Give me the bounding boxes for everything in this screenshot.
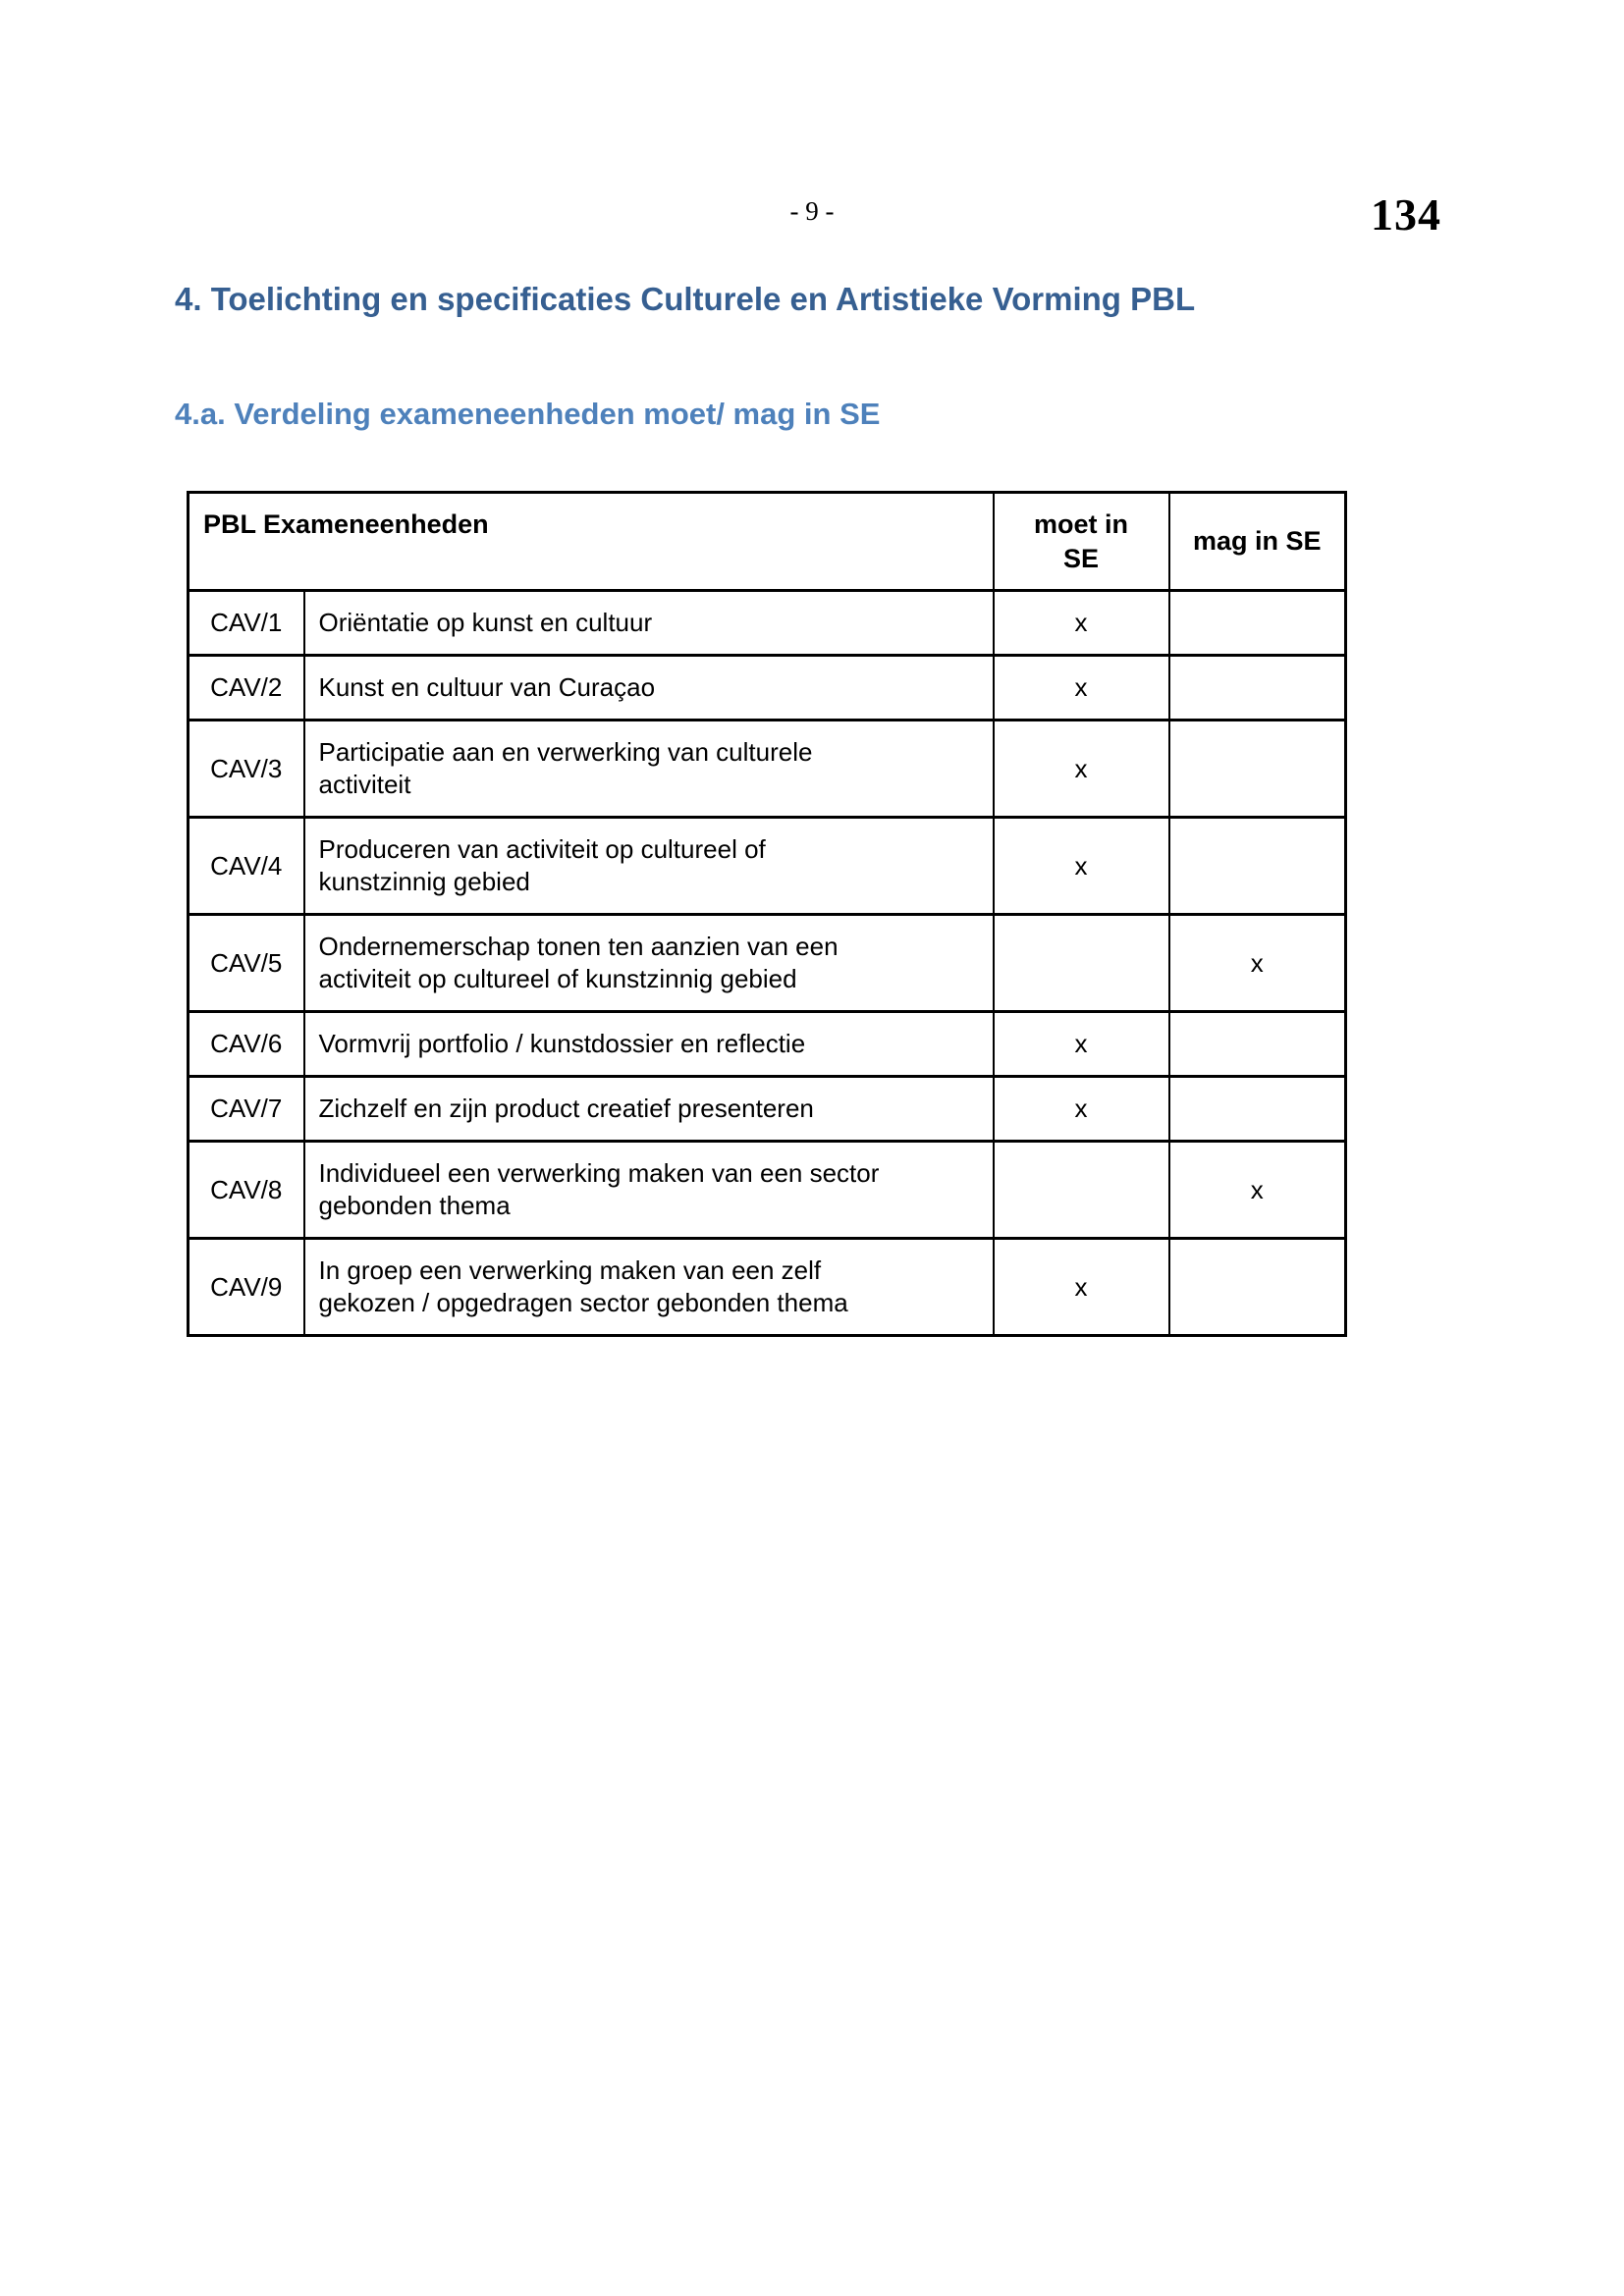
exam-unit-description: In groep een verwerking maken van een zelf gekozen / opgedragen sector gebonden thema (318, 1255, 848, 1317)
exam-unit-code: CAV/9 (189, 1239, 304, 1336)
exam-unit-code: CAV/5 (189, 915, 304, 1012)
mag-in-se-mark: x (1169, 915, 1346, 1012)
exam-unit-description-cell (304, 591, 994, 656)
exam-units-table-container (187, 491, 1347, 1337)
exam-unit-code: CAV/7 (189, 1077, 304, 1142)
table-row (189, 1077, 1346, 1142)
exam-unit-description: Zichzelf en zijn product creatief presenteren (318, 1094, 814, 1123)
exam-unit-description-cell (304, 818, 994, 915)
mag-in-se-mark (1169, 656, 1346, 721)
table-row (189, 591, 1346, 656)
mag-in-se-mark: x (1169, 1142, 1346, 1239)
mag-in-se-mark (1169, 1012, 1346, 1077)
folio-number: 134 (1371, 189, 1441, 240)
table-row (189, 721, 1346, 818)
subsection-heading: 4.a. Verdeling exameneenheden moet/ mag in SE (175, 397, 881, 431)
exam-unit-code: CAV/3 (189, 721, 304, 818)
exam-unit-code: CAV/4 (189, 818, 304, 915)
moet-in-se-mark: x (994, 1012, 1169, 1077)
exam-unit-description-cell (304, 656, 994, 721)
moet-in-se-mark: x (994, 1239, 1169, 1336)
table-row (189, 1239, 1346, 1336)
exam-unit-description: Produceren van activiteit op cultureel of kunstzinnig gebied (318, 834, 766, 896)
exam-unit-description: Ondernemerschap tonen ten aanzien van een activiteit op cultureel of kunstzinnig gebied (318, 932, 839, 993)
exam-unit-code: CAV/1 (189, 591, 304, 656)
page-number: - 9 - (789, 196, 835, 226)
exam-unit-description-cell (304, 915, 994, 1012)
mag-in-se-mark (1169, 721, 1346, 818)
mag-in-se-mark (1169, 1239, 1346, 1336)
column-header-moet-in-se: moet in SE (994, 493, 1169, 591)
exam-unit-description: Kunst en cultuur van Curaçao (318, 672, 656, 702)
mag-in-se-mark (1169, 818, 1346, 915)
exam-unit-description-cell (304, 1012, 994, 1077)
moet-in-se-mark (994, 1142, 1169, 1239)
moet-in-se-mark: x (994, 818, 1169, 915)
exam-unit-description-cell (304, 1239, 994, 1336)
moet-in-se-mark: x (994, 1077, 1169, 1142)
exam-unit-description-cell (304, 721, 994, 818)
exam-unit-code: CAV/2 (189, 656, 304, 721)
table-row (189, 1142, 1346, 1239)
moet-in-se-mark: x (994, 591, 1169, 656)
column-header-mag-in-se: mag in SE (1169, 493, 1346, 591)
table-body (189, 591, 1346, 1336)
mag-in-se-mark (1169, 591, 1346, 656)
exam-unit-description-cell (304, 1077, 994, 1142)
table-row (189, 656, 1346, 721)
moet-in-se-mark: x (994, 656, 1169, 721)
exam-unit-code: CAV/6 (189, 1012, 304, 1077)
column-header-exam-units: PBL Exameneenheden (189, 493, 994, 591)
exam-unit-description: Oriëntatie op kunst en cultuur (318, 608, 653, 637)
section-heading: 4. Toelichting en specificaties Culturele en Artistieke Vorming PBL (175, 281, 1196, 317)
exam-unit-description: Individueel een verwerking maken van een sector gebonden thema (318, 1158, 880, 1220)
moet-in-se-mark (994, 915, 1169, 1012)
mag-in-se-mark (1169, 1077, 1346, 1142)
table-header-row (189, 493, 1346, 591)
exam-unit-description: Vormvrij portfolio / kunstdossier en reflectie (318, 1029, 806, 1058)
table-row (189, 1012, 1346, 1077)
exam-units-table (187, 491, 1347, 1337)
table-row (189, 818, 1346, 915)
exam-unit-description: Participatie aan en verwerking van culturele activiteit (318, 737, 813, 799)
table-row (189, 915, 1346, 1012)
moet-in-se-mark: x (994, 721, 1169, 818)
exam-unit-description-cell (304, 1142, 994, 1239)
exam-unit-code: CAV/8 (189, 1142, 304, 1239)
